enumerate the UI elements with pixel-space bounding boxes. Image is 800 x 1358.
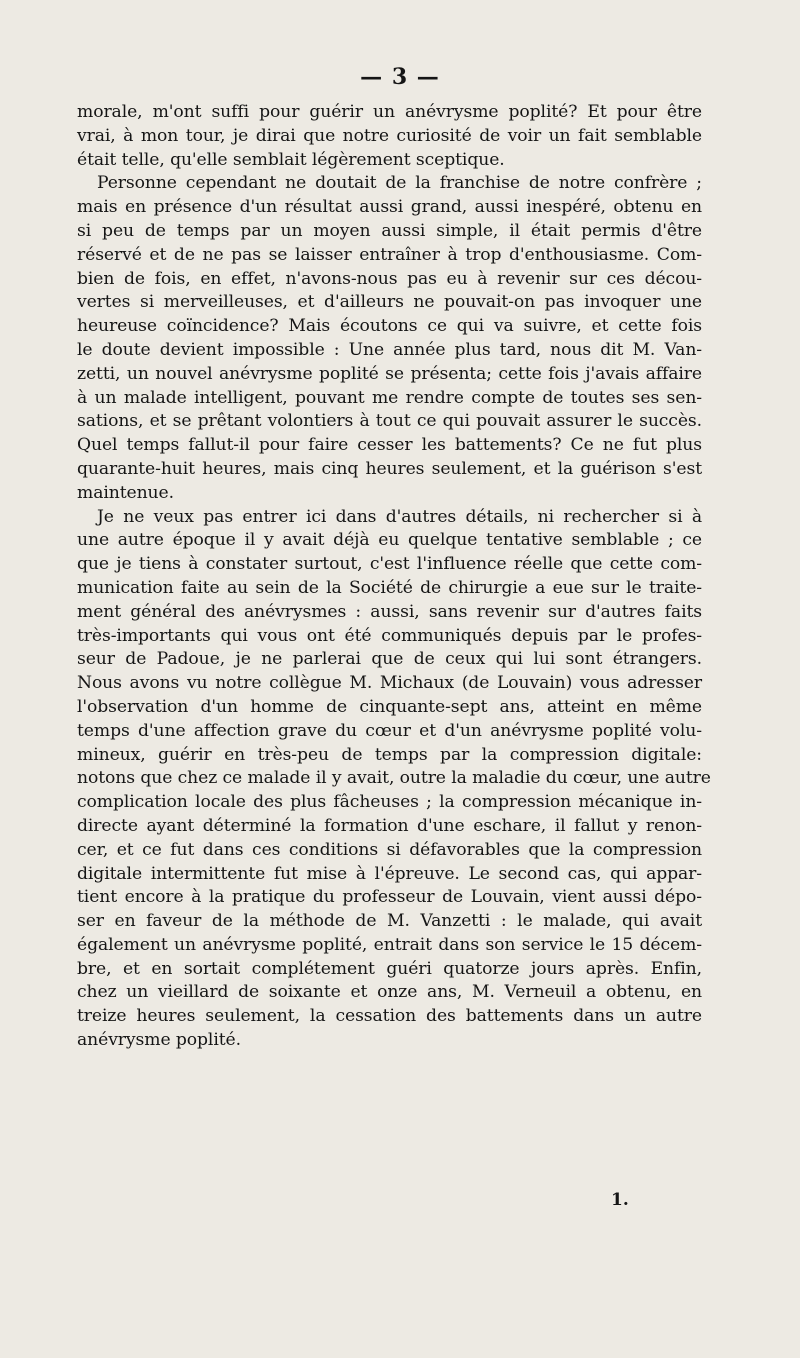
text-line: mineux, guérir en très-peu de temps par la compression digitale:: [77, 744, 702, 765]
text-line: digitale intermittente fut mise à l'épreuve. Le second cas, qui appar-: [77, 863, 702, 884]
text-line: munication faite au sein de la Société de chirurgie a eue sur le traite-: [77, 577, 702, 598]
text-line: vertes si merveilleuses, et d'ailleurs ne pouvait-on pas invoquer une: [77, 292, 702, 313]
text-line: l'observation d'un homme de cinquante-sept ans, atteint en même: [77, 696, 702, 717]
text-line: également un anévrysme poplité, entrait dans son service le 15 décem-: [77, 934, 702, 955]
text-line: chez un vieillard de soixante et onze ans, M. Verneuil a obtenu, en: [77, 982, 702, 1003]
text-line: vrai, à mon tour, je dirai que notre curiosité de voir un fait semblable: [77, 125, 702, 146]
text-line: temps d'une affection grave du cœur et d'un anévrysme poplité volu-: [77, 720, 702, 741]
text-line: était telle, qu'elle semblait légèrement sceptique.: [77, 149, 505, 170]
text-line: notons que chez ce malade il y avait, outre la maladie du cœur, une autre: [77, 768, 711, 789]
signature-mark: 1.: [611, 1190, 629, 1210]
text-line: que je tiens à constater surtout, c'est l'influence réelle que cette com-: [77, 554, 702, 575]
text-line: tient encore à la pratique du professeur de Louvain, vient aussi dépo-: [77, 887, 702, 908]
text-line: ser en faveur de la méthode de M. Vanzetti : le malade, qui avait: [77, 911, 702, 932]
page-number: — 3 —: [360, 64, 440, 90]
text-line: treize heures seulement, la cessation des battements dans un autre: [77, 1006, 702, 1027]
text-line: mais en présence d'un résultat aussi grand, aussi inespéré, obtenu en: [77, 197, 702, 218]
text-line: à un malade intelligent, pouvant me rendre compte de toutes ses sen-: [77, 387, 702, 408]
text-line: anévrysme poplité.: [77, 1030, 241, 1051]
text-line: Nous avons vu notre collègue M. Michaux (de Louvain) vous adresser: [77, 673, 702, 694]
text-line: ment général des anévrysmes : aussi, sans revenir sur d'autres faits: [77, 601, 702, 622]
text-line: si peu de temps par un moyen aussi simple, il était permis d'être: [77, 220, 702, 241]
text-line: seur de Padoue, je ne parlerai que de ceux qui lui sont étrangers.: [77, 649, 702, 670]
text-line: une autre époque il y avait déjà eu quelque tentative semblable ; ce: [77, 530, 702, 551]
text-line: quarante-huit heures, mais cinq heures seulement, et la guérison s'est: [77, 458, 702, 479]
text-line: maintenue.: [77, 482, 174, 503]
text-line: bien de fois, en effet, n'avons-nous pas eu à revenir sur ces décou-: [77, 268, 702, 289]
text-line: bre, et en sortait complétement guéri quatorze jours après. Enfin,: [77, 958, 702, 979]
text-line: le doute devient impossible : Une année plus tard, nous dit M. Van-: [77, 339, 702, 360]
text-line: Je ne veux pas entrer ici dans d'autres détails, ni rechercher si à: [97, 506, 702, 527]
text-line: très-importants qui vous ont été communiqués depuis par le profes-: [77, 625, 702, 646]
text-line: complication locale des plus fâcheuses ; la compression mécanique in-: [77, 792, 702, 813]
text-line: directe ayant déterminé la formation d'une eschare, il fallut y renon-: [77, 815, 702, 836]
text-line: zetti, un nouvel anévrysme poplité se présenta; cette fois j'avais affaire: [77, 363, 702, 384]
body-text: [77, 101, 711, 1053]
text-line: réservé et de ne pas se laisser entraîner à trop d'enthousiasme. Com-: [77, 244, 702, 265]
text-line: Personne cependant ne doutait de la franchise de notre confrère ;: [97, 173, 702, 194]
text-line: cer, et ce fut dans ces conditions si défavorables que la compression: [77, 839, 702, 860]
text-line: sations, et se prêtant volontiers à tout ce qui pouvait assurer le succès.: [77, 411, 702, 432]
text-line: Quel temps fallut-il pour faire cesser les battements? Ce ne fut plus: [77, 435, 702, 456]
text-line: heureuse coïncidence? Mais écoutons ce qui va suivre, et cette fois: [77, 316, 702, 337]
text-line: morale, m'ont suffi pour guérir un anévrysme poplité? Et pour être: [77, 102, 702, 122]
